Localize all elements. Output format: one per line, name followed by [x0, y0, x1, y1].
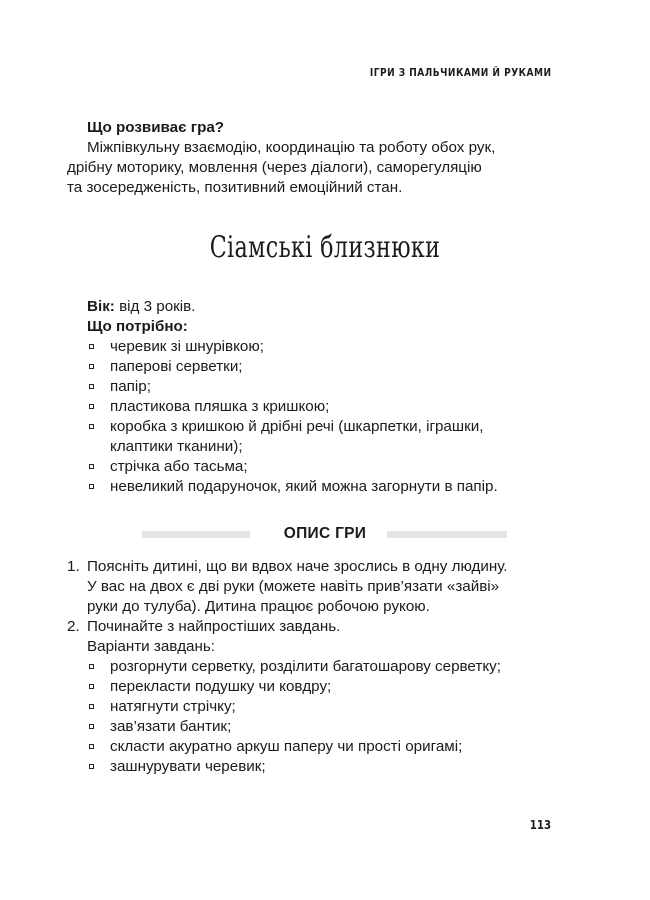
list-item: перекласти подушку чи ковдру; [87, 677, 501, 697]
bullet-square-icon [89, 384, 94, 389]
step-number: 2. [67, 618, 80, 635]
step-number: 1. [67, 558, 80, 575]
steps-list [67, 557, 508, 657]
list-item: черевик зі шнурівкою; [87, 337, 498, 357]
bullet-square-icon [89, 764, 94, 769]
list-item: зашнурувати черевик; [87, 757, 501, 777]
development-answer-line-3: та зосередженість, позитивний емоційний стан. [67, 179, 403, 196]
bullet-square-icon [89, 744, 94, 749]
age-value: від 3 років. [114, 298, 196, 315]
development-question: Що розвиває гра? [87, 119, 225, 136]
age-label: Вік: [87, 298, 115, 315]
list-item: паперові серветки; [87, 357, 498, 377]
bullet-square-icon [89, 484, 94, 489]
list-item: коробка з кришкою й дрібні речі (шкарпетки, іграшки, клаптики тканини); [87, 417, 498, 457]
bullet-square-icon [89, 364, 94, 369]
bullet-square-icon [89, 344, 94, 349]
heading-divider-right [387, 531, 507, 538]
list-item: пластикова пляшка з кришкою; [87, 397, 498, 417]
bullet-square-icon [89, 684, 94, 689]
step-item: 2. Починайте з найпростіших завдань. Варіанти завдань: [67, 618, 341, 655]
variants-list [87, 657, 501, 777]
bullet-square-icon [89, 404, 94, 409]
list-item: скласти акуратно аркуш паперу чи прості оригамі; [87, 737, 501, 757]
age-line [87, 297, 195, 317]
page-number: 113 [529, 818, 551, 832]
development-answer-line-1: Міжпівкульну взаємодію, координацію та роботу обох рук, [87, 139, 496, 156]
bullet-square-icon [89, 664, 94, 669]
list-item: розгорнути серветку, розділити багатошарову серветку; [87, 657, 501, 677]
needed-list [87, 337, 498, 497]
development-answer-line-2: дрібну моторику, мовлення (через діалоги), саморегуляцію [67, 159, 482, 176]
game-title: Сіамські близнюки [209, 230, 441, 265]
bullet-square-icon [89, 724, 94, 729]
list-item: стрічка або тасьма; [87, 457, 498, 477]
running-header: ІГРИ З ПАЛЬЧИКАМИ Й РУКАМИ [370, 66, 552, 79]
list-item: зав’язати бантик; [87, 717, 501, 737]
list-item: папір; [87, 377, 498, 397]
bullet-square-icon [89, 424, 94, 429]
description-heading: ОПИС ГРИ [283, 525, 367, 542]
list-item: невеликий подаруночок, який можна загорнути в папір. [87, 477, 498, 497]
heading-divider-left [142, 531, 250, 538]
needed-label: Що потрібно: [87, 318, 188, 335]
step-item: 1. Поясніть дитині, що ви вдвох наче зрослись в одну людину. У вас на двох є дві руки (можете навіть прив’язати «зайві» руки до тулуба). Дитина працює робочою рукою. [67, 558, 508, 615]
bullet-square-icon [89, 704, 94, 709]
bullet-square-icon [89, 464, 94, 469]
list-item: натягнути стрічку; [87, 697, 501, 717]
